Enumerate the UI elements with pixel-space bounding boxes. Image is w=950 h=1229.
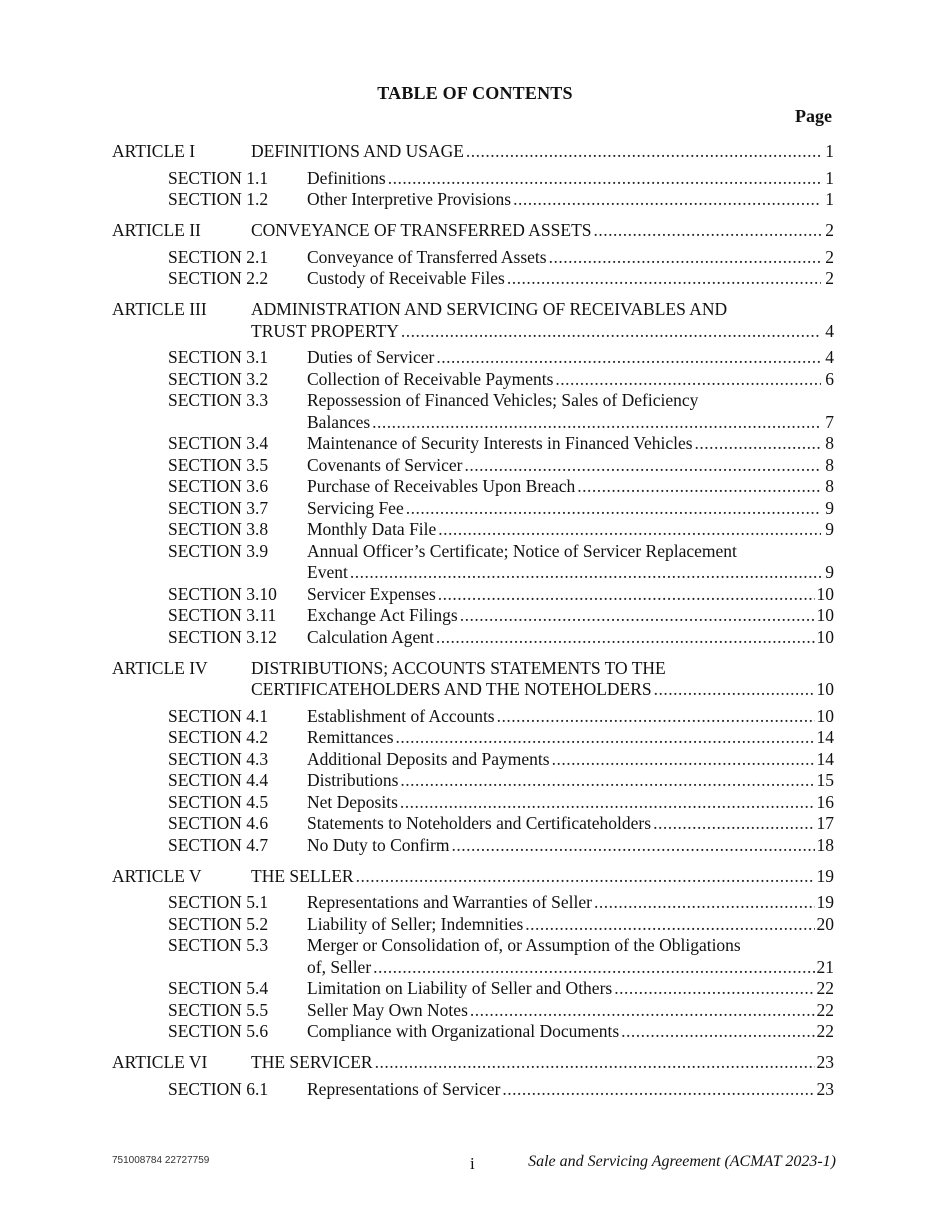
page-number: 10 [816,679,834,699]
page-number: 10 [816,583,834,604]
section-title: Additional Deposits and Payments [307,748,550,769]
section-title: Repossession of Financed Vehicles; Sales of Deficiency [307,390,699,410]
page-number: 1 [825,167,834,188]
section-title: Monthly Data File [307,519,437,539]
toc-section-entry[interactable] [112,519,834,541]
section-number: SECTION 1.2 [168,189,269,209]
toc-article-entry[interactable] [112,141,834,163]
section-number: SECTION 5.6 [168,1021,269,1041]
section-title: Exchange Act Filings [307,605,458,625]
table-of-contents [112,141,834,1100]
toc-section-entry[interactable] [112,168,834,190]
toc-section-entry[interactable] [112,1021,834,1043]
page-number: 15 [816,770,834,790]
page-number: 17 [816,813,834,833]
dot-leader [513,189,821,211]
section-number: SECTION 3.10 [168,583,277,604]
section-title: Custody of Receivable Files [307,268,505,288]
dot-leader [375,1052,815,1074]
dot-leader [436,347,821,369]
section-number: SECTION 4.2 [168,727,269,747]
section-number: SECTION 4.4 [168,770,269,790]
page-number: 4 [825,320,834,341]
toc-section-entry[interactable] [112,749,834,771]
page-number: 8 [825,476,834,496]
page-number: 10 [816,605,834,625]
page-number: 1 [825,189,834,209]
dot-leader [549,247,821,269]
section-title: Representations of Servicer [307,1078,501,1099]
dot-leader [465,455,821,477]
toc-section-entry[interactable] [112,605,834,627]
toc-section-entry[interactable] [112,978,834,1000]
section-title: Conveyance of Transferred Assets [307,246,547,267]
section-number: SECTION 5.5 [168,999,269,1020]
page-number: 2 [825,246,834,267]
toc-section-entry[interactable] [112,541,834,584]
section-title: Compliance with Organizational Documents [307,1021,620,1041]
section-title: Remittances [307,727,394,747]
toc-section-entry[interactable] [112,892,834,914]
section-title: Calculation Agent [307,626,434,647]
section-number: SECTION 5.3 [168,935,269,955]
page-number: 19 [816,892,834,912]
article-title: TRUST PROPERTY [251,320,399,341]
dot-leader [350,562,821,584]
article-title: THE SERVICER [251,1052,373,1072]
toc-section-entry[interactable] [112,1079,834,1101]
section-title: Other Interpretive Provisions [307,189,512,209]
dot-leader [406,498,821,520]
toc-section-entry[interactable] [112,1000,834,1022]
toc-section-entry[interactable] [112,770,834,792]
section-number: SECTION 4.1 [168,705,269,726]
section-title: of, Seller [307,956,372,977]
toc-article-entry[interactable] [112,866,834,888]
page-number: 9 [825,562,834,582]
section-title: Seller May Own Notes [307,999,468,1020]
dot-leader [507,268,821,290]
page-number: 7 [825,411,834,432]
toc-section-entry[interactable] [112,792,834,814]
section-number: SECTION 4.7 [168,834,269,855]
article-number: ARTICLE II [112,220,201,240]
section-title: Merger or Consolidation of, or Assumption of the Obligations [307,935,741,955]
toc-section-entry[interactable] [112,627,834,649]
page-number: 9 [825,497,834,518]
page-number: 22 [816,1021,834,1041]
page-number: 10 [816,705,834,726]
section-number: SECTION 4.5 [168,791,269,812]
dot-leader [654,679,815,701]
toc-section-entry[interactable] [112,189,834,211]
section-number: SECTION 1.1 [168,167,269,188]
dot-leader [470,1000,815,1022]
footer-agreement-title: Sale and Servicing Agreement (ACMAT 2023-1) [528,1153,836,1170]
dot-leader [594,892,815,914]
section-title: Maintenance of Security Interests in Financed Vehicles [307,433,693,453]
dot-leader [400,770,814,792]
article-title: DEFINITIONS AND USAGE [251,141,464,161]
dot-leader [401,321,821,343]
section-number: SECTION 3.7 [168,497,269,518]
section-number: SECTION 4.6 [168,813,269,833]
dot-leader [653,813,814,835]
section-number: SECTION 5.4 [168,978,269,998]
page-number: 10 [816,626,834,647]
page-number: 1 [825,141,834,161]
section-number: SECTION 3.4 [168,433,269,453]
page-number: 2 [825,268,834,288]
section-number: SECTION 3.5 [168,454,269,475]
section-title: Servicing Fee [307,497,404,518]
section-number: SECTION 3.8 [168,519,269,539]
dot-leader [373,957,814,979]
toc-section-entry[interactable] [112,455,834,477]
section-title: Collection of Receivable Payments [307,368,554,389]
dot-leader [502,1079,814,1101]
page-number: 2 [825,220,834,240]
section-title: Duties of Servicer [307,347,435,367]
toc-section-entry[interactable] [112,914,834,936]
section-number: SECTION 2.2 [168,268,269,288]
page-number: 21 [816,956,834,977]
section-number: SECTION 3.11 [168,605,277,625]
section-title: Definitions [307,167,386,188]
dot-leader [372,412,821,434]
page-number: 16 [816,791,834,812]
page-number: 20 [816,913,834,934]
toc-title: TABLE OF CONTENTS [377,83,573,103]
dot-leader [460,605,815,627]
toc-section-entry[interactable] [112,476,834,498]
toc-section-entry[interactable] [112,813,834,835]
section-number: SECTION 3.6 [168,476,269,496]
toc-section-entry[interactable] [112,247,834,269]
dot-leader [552,749,815,771]
section-title: Servicer Expenses [307,583,436,604]
page-number: 22 [816,999,834,1020]
section-number: SECTION 3.9 [168,540,269,561]
article-title: ADMINISTRATION AND SERVICING OF RECEIVABLES AND [251,299,728,319]
dot-leader [497,706,815,728]
page-number: 14 [816,727,834,747]
section-title: Purchase of Receivables Upon Breach [307,476,576,496]
dot-leader [388,168,821,190]
page-column-label: Page [795,106,832,126]
toc-section-entry[interactable] [112,369,834,391]
page-number: 8 [825,433,834,453]
dot-leader [614,978,814,1000]
dot-leader [555,369,821,391]
dot-leader [695,433,821,455]
toc-section-entry[interactable] [112,584,834,606]
page-number: 8 [825,454,834,475]
toc-section-entry[interactable] [112,268,834,290]
article-number: ARTICLE VI [112,1052,208,1072]
dot-leader [466,141,821,163]
section-number: SECTION 6.1 [168,1078,269,1099]
dot-leader [594,220,821,242]
article-number: ARTICLE I [112,141,196,161]
section-title: No Duty to Confirm [307,834,450,855]
page-number: 6 [825,368,834,389]
dot-leader [396,727,815,749]
toc-section-entry[interactable] [112,727,834,749]
toc-section-entry[interactable] [112,835,834,857]
toc-section-entry[interactable] [112,433,834,455]
section-title: Statements to Noteholders and Certificateholders [307,813,652,833]
article-title: DISTRIBUTIONS; ACCOUNTS STATEMENTS TO THE [251,657,666,678]
page-number: 22 [816,978,834,998]
section-number: SECTION 5.1 [168,892,269,912]
section-title: Net Deposits [307,791,398,812]
dot-leader [400,792,815,814]
section-title: Establishment of Accounts [307,705,495,726]
dot-leader [436,627,815,649]
article-title: CERTIFICATEHOLDERS AND THE NOTEHOLDERS [251,679,652,699]
page-number: 9 [825,519,834,539]
section-title: Limitation on Liability of Seller and Others [307,978,613,998]
section-number: SECTION 3.1 [168,347,269,367]
page-number: 4 [825,347,834,367]
toc-section-entry[interactable] [112,390,834,433]
dot-leader [356,866,815,888]
footer-page-number: i [470,1154,475,1173]
section-title: Representations and Warranties of Seller [307,892,592,912]
footer-document-id: 751008784 22727759 [112,1155,210,1166]
toc-section-entry[interactable] [112,706,834,728]
section-number: SECTION 3.12 [168,626,277,647]
section-title: Event [307,562,348,582]
toc-section-entry[interactable] [112,498,834,520]
toc-article-entry[interactable] [112,658,834,701]
page-number: 23 [816,1078,834,1099]
article-number: ARTICLE IV [112,657,208,678]
dot-leader [451,835,814,857]
section-title: Covenants of Servicer [307,454,463,475]
section-number: SECTION 5.2 [168,913,269,934]
toc-section-entry[interactable] [112,347,834,369]
section-number: SECTION 2.1 [168,246,269,267]
dot-leader [438,584,815,606]
page-number: 18 [816,834,834,855]
toc-article-entry[interactable] [112,1052,834,1074]
dot-leader [438,519,821,541]
page-number: 23 [816,1052,834,1072]
section-number: SECTION 3.2 [168,368,269,389]
section-number: SECTION 4.3 [168,748,269,769]
article-title: THE SELLER [251,865,354,886]
article-title: CONVEYANCE OF TRANSFERRED ASSETS [251,220,592,240]
toc-section-entry[interactable] [112,935,834,978]
section-title: Distributions [307,770,399,790]
section-title: Annual Officer’s Certificate; Notice of Servicer Replacement [307,540,737,561]
article-number: ARTICLE V [112,865,202,886]
page-number: 19 [816,865,834,886]
toc-article-entry[interactable] [112,220,834,242]
dot-leader [621,1021,814,1043]
section-title: Balances [307,411,371,432]
dot-leader [577,476,821,498]
toc-article-entry[interactable] [112,299,834,342]
section-title: Liability of Seller; Indemnities [307,913,524,934]
section-number: SECTION 3.3 [168,390,269,410]
dot-leader [525,914,814,936]
article-number: ARTICLE III [112,299,207,319]
page-number: 14 [816,748,834,769]
